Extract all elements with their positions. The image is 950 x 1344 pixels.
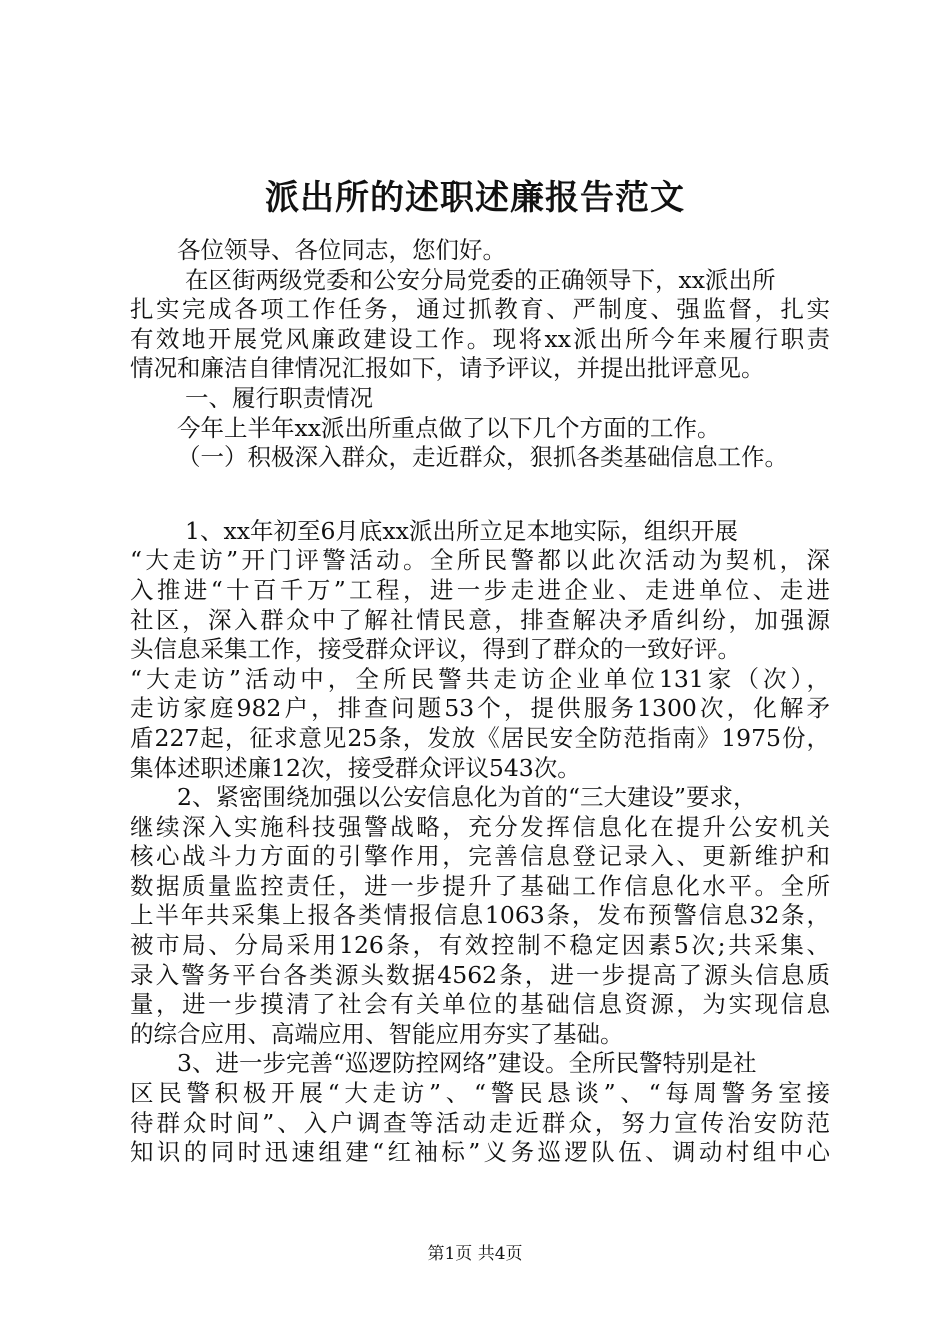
- item-1-line: 1、xx年初至6月底xx派出所立足本地实际，组织开展: [185, 516, 738, 545]
- item-2-line: 的综合应用、高端应用、智能应用夯实了基础。: [130, 1019, 624, 1048]
- section-heading: 一、履行职责情况: [185, 383, 373, 412]
- intro-line: 在区街两级党委和公安分局党委的正确领导下，xx派出所: [185, 265, 776, 294]
- intro-line: 有效地开展党风廉政建设工作。现将xx派出所今年来履行职责: [130, 324, 830, 353]
- item-1-line: 头信息采集工作，接受群众评议，得到了群众的一致好评。: [130, 635, 741, 664]
- subsection-heading: （一）积极深入群众，走近群众，狠抓各类基础信息工作。: [177, 443, 788, 472]
- item-1-line: 社区，深入群众中了解社情民意，排查解决矛盾纠纷，加强源: [130, 605, 830, 634]
- item-2-line: 被市局、分局采用126条，有效控制不稳定因素5次;共采集、: [130, 931, 830, 960]
- item-2-line: 继续深入实施科技强警战略，充分发挥信息化在提升公安机关: [130, 812, 830, 841]
- item-2-line: 上半年共采集上报各类情报信息1063条，发布预警信息32条，: [130, 901, 830, 930]
- item-1-line: 入推进“十百千万”工程，进一步走进企业、走进单位、走进: [130, 575, 830, 604]
- item-3-line: 区民警积极开展“大走访”、“警民恳谈”、“每周警务室接: [130, 1079, 830, 1108]
- item-3-line: 待群众时间”、入户调查等活动走近群众，努力宣传治安防范: [130, 1108, 830, 1137]
- intro-line: 情况和廉洁自律情况汇报如下，请予评议，并提出批评意见。: [130, 354, 765, 383]
- item-2-line: 录入警务平台各类源头数据4562条，进一步提高了源头信息质: [130, 960, 830, 989]
- item-3-line: 3、进一步完善“巡逻防控网络”建设。全所民警特别是社: [177, 1049, 757, 1078]
- item-2-line: 数据质量监控责任，进一步提升了基础工作信息化水平。全所: [130, 871, 830, 900]
- document-body: [130, 236, 830, 1168]
- intro-line: 扎实完成各项工作任务，通过抓教育、严制度、强监督，扎实: [130, 295, 830, 324]
- item-1-line: 盾227起，征求意见25条，发放《居民安全防范指南》1975份，: [130, 723, 830, 752]
- item-1-line: “大走访”活动中，全所民警共走访企业单位131家（次），: [130, 664, 830, 693]
- item-2-line: 2、紧密围绕加强以公安信息化为首的“三大建设”要求，: [177, 783, 757, 812]
- summary-line: 今年上半年xx派出所重点做了以下几个方面的工作。: [177, 413, 721, 442]
- item-1-line: 走访家庭982户，排查问题53个，提供服务1300次，化解矛: [130, 694, 830, 723]
- item-1-line: 集体述职述廉12次，接受群众评议543次。: [130, 753, 581, 782]
- item-1-line: “大走访”开门评警活动。全所民警都以此次活动为契机，深: [130, 546, 830, 575]
- document-title: 派出所的述职述廉报告范文: [265, 178, 685, 218]
- item-3-line: 知识的同时迅速组建“红袖标”义务巡逻队伍、调动村组中心: [130, 1138, 830, 1167]
- item-2-line: 量，进一步摸清了社会有关单位的基础信息资源，为实现信息: [130, 990, 830, 1019]
- item-2-line: 核心战斗力方面的引擎作用，完善信息登记录入、更新维护和: [130, 842, 830, 871]
- paragraph-gap: [130, 473, 830, 517]
- page-number-footer: 第1页 共4页: [427, 1244, 523, 1264]
- greeting-line: 各位领导、各位同志，您们好。: [177, 236, 506, 264]
